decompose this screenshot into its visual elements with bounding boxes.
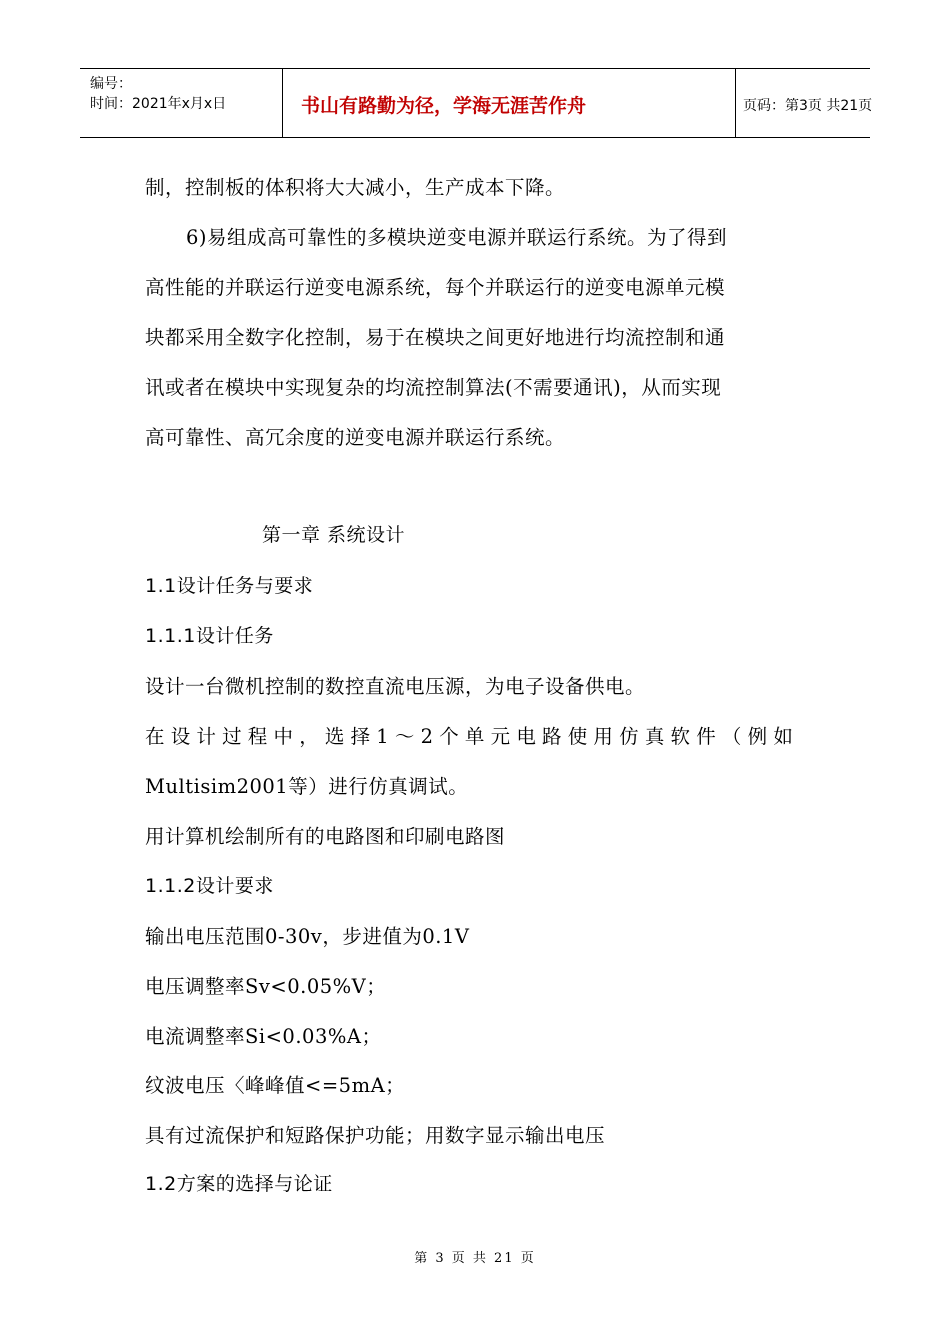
header-motto: 书山有路勤为径，学海无涯苦作舟 (301, 95, 587, 117)
requirement-line: 纹波电压〈峰峰值<=5mA； (145, 1074, 406, 1097)
subsection-heading: 1.1.1设计任务 (145, 625, 274, 647)
requirement-line: 电流调整率Si<0.03%A； (145, 1025, 382, 1048)
section-heading: 1.1设计任务与要求 (145, 575, 314, 597)
requirement-line: 电压调整率Sv<0.05%V； (145, 975, 387, 998)
page-footer: 第 3 页 共 21 页 (414, 1251, 536, 1266)
subsection-heading: 1.1.2设计要求 (145, 875, 274, 897)
paragraph-line: 6)易组成高可靠性的多模块逆变电源并联运行系统。为了得到 (186, 226, 728, 249)
paragraph-line: 高性能的并联运行逆变电源系统，每个并联运行的逆变电源单元模 (145, 276, 726, 299)
paragraph-line: 高可靠性、高冗余度的逆变电源并联运行系统。 (145, 426, 566, 449)
header-page-cell (735, 69, 873, 137)
requirement-line: 具有过流保护和短路保护功能；用数字显示输出电压 (145, 1124, 606, 1147)
section-heading: 1.2方案的选择与论证 (145, 1173, 333, 1195)
task-line: 用计算机绘制所有的电路图和印刷电路图 (145, 825, 506, 848)
paragraph-line: 讯或者在模块中实现复杂的均流控制算法(不需要通讯)，从而实现 (145, 376, 722, 399)
chapter-title: 第一章 系统设计 (262, 524, 406, 546)
header-info-cell (80, 69, 282, 137)
document-time-label: 时间：2021年x月x日 (90, 96, 227, 112)
task-line: 设计一台微机控制的数控直流电压源，为电子设备供电。 (145, 675, 646, 698)
requirement-line: 输出电压范围0-30v，步进值为0.1V (145, 925, 470, 948)
paragraph-line: 块都采用全数字化控制，易于在模块之间更好地进行均流控制和通 (145, 326, 726, 349)
header-page-label: 页码：第3页 共21页 (743, 98, 873, 114)
task-line: 在设计过程中，选择1～2个单元电路使用仿真软件（例如 (145, 725, 800, 748)
document-number-label: 编号： (90, 76, 132, 92)
header-motto-cell (282, 69, 736, 137)
task-line: Multisim2001等）进行仿真调试。 (145, 775, 469, 798)
paragraph-line: 制，控制板的体积将大大减小，生产成本下降。 (145, 176, 566, 199)
page-header (80, 68, 873, 138)
